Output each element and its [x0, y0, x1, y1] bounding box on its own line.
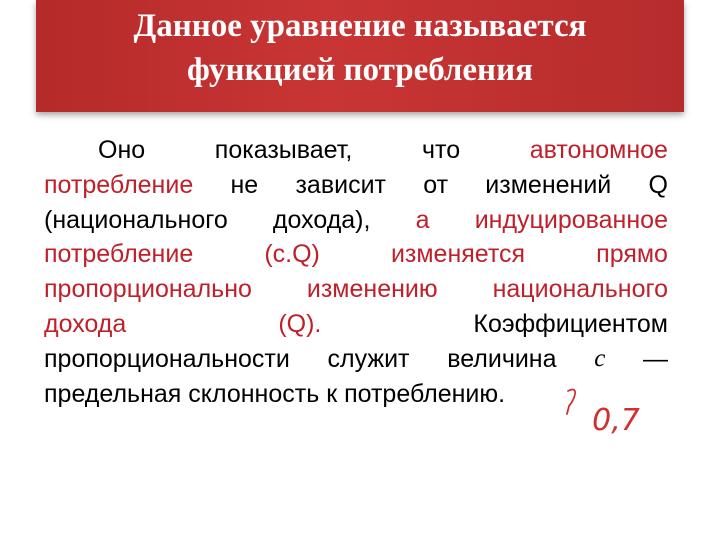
- highlight-word: (c.Q): [264, 240, 320, 269]
- slide-title: [36, 4, 684, 92]
- word: показывает,: [214, 136, 353, 164]
- highlight-word: а: [415, 205, 430, 234]
- dash: —: [642, 344, 668, 373]
- word: величина: [447, 344, 557, 373]
- word: предельная склонность к потреблению.: [44, 379, 506, 408]
- highlight-word: дохода: [44, 309, 127, 338]
- word: от: [423, 170, 449, 199]
- text-line: [44, 307, 668, 342]
- title-line-1: Данное уравнение называется: [133, 8, 587, 44]
- highlight-word: пропорционально: [44, 275, 252, 304]
- highlight-word: индуцированное: [474, 205, 668, 234]
- body-paragraph: [44, 133, 668, 411]
- word: Коэффициентом: [473, 309, 668, 338]
- highlight-word: потребление: [44, 240, 194, 269]
- highlight-word: национального: [492, 275, 668, 304]
- highlight-word: автономное: [529, 136, 668, 164]
- text-line: [44, 342, 668, 377]
- word: Оно: [98, 136, 146, 164]
- highlight-word: (Q).: [278, 309, 322, 338]
- highlight-word: изменению: [306, 275, 438, 304]
- handwritten-arrow-mark: [567, 390, 575, 414]
- text-line: [44, 168, 668, 203]
- highlight-word: потребление: [44, 170, 194, 199]
- word: не: [230, 170, 259, 199]
- text-line: [44, 203, 668, 238]
- text-line: [44, 272, 668, 307]
- highlight-word: изменяется: [390, 240, 526, 269]
- text-line: [44, 133, 668, 168]
- variable-c: c: [594, 344, 606, 372]
- text-line: [44, 237, 668, 272]
- word: пропорциональности: [44, 344, 290, 373]
- highlight-word: прямо: [596, 240, 668, 269]
- word: служит: [327, 344, 410, 373]
- word: изменений: [485, 170, 612, 199]
- word: дохода),: [272, 205, 371, 234]
- word: зависит: [295, 170, 386, 199]
- word: Q: [648, 170, 668, 199]
- word: что: [422, 136, 461, 164]
- word: (национального: [44, 205, 228, 234]
- title-line-2: функцией потребления: [187, 52, 533, 88]
- handwritten-value: 0,7: [592, 403, 640, 438]
- handwritten-annotation: [560, 388, 680, 448]
